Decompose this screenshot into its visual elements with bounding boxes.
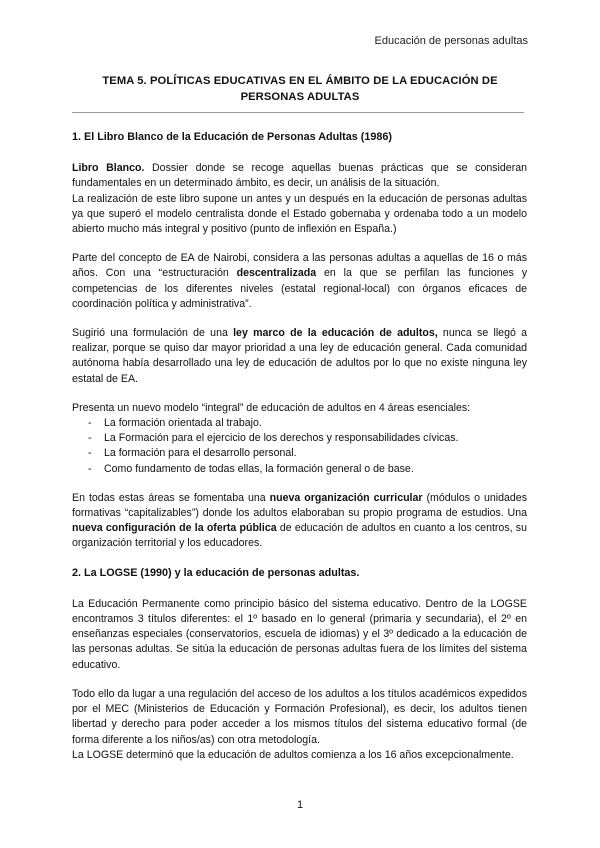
document-body [72, 130, 527, 763]
list-item: - La formación para el desarrollo personal. [88, 446, 527, 461]
section-1-paragraph-1: Libro Blanco. Dossier donde se recoge aquellas buenas prácticas que se consideran fundamentales en un determinado ámbito, es decir, un análisis de la situación. [72, 162, 528, 190]
areas-list [72, 416, 527, 477]
section-2-paragraph-3: La LOGSE determinó que la educación de adultos comienza a los 16 años excepcionalmente. [72, 748, 514, 761]
section-1-heading: 1. El Libro Blanco de la Educación de Personas Adultas (1986) [72, 131, 393, 143]
section-1-paragraph-6: En todas estas áreas se fomentaba una nueva organización curricular (módulos o unidades formativas “capitalizables”) donde los adultos elaboraban su propio programa de estudios. Una nueva configuración de la oferta pública de educación de adultos en cuanto a los centros, su organización territorial y los educadores. [72, 491, 527, 550]
title-divider [72, 112, 524, 113]
emphasis-organizacion-curricular: nueva organización curricular [269, 491, 423, 504]
list-item: - La Formación para el ejercicio de los derechos y responsabilidades cívicas. [88, 431, 527, 446]
list-item: - La formación orientada al trabajo. [88, 416, 527, 431]
section-1-paragraph-4: Sugirió una formulación de una ley marco de la educación de adultos, nunca se llegó a realizar, porque se quiso dar mayor prioridad a una ley de educación general. Cada comunidad autónoma había desarrollado una ley de educación de adultos por lo que no existe ninguna ley estatal de EA. [72, 327, 527, 385]
document-title: TEMA 5. POLÍTICAS EDUCATIVAS EN EL ÁMBITO DE LA EDUCACIÓN DE PERSONAS ADULTAS [102, 75, 498, 103]
section-2-heading: 2. La LOGSE (1990) y la educación de personas adultas. [72, 566, 360, 579]
page-number: 1 [296, 799, 304, 811]
emphasis-oferta-publica: nueva configuración de la oferta pública [72, 522, 277, 535]
section-1-paragraph-2: La realización de este libro supone un antes y un después en la educación de personas adultas ya que superó el modelo centralista donde el Estado gobernaba y ordenaba todo a un modelo abierto mucho más integral y positivo (punto de inflexión en España.) [72, 192, 527, 236]
section-2-paragraph-1: La Educación Permanente como principio básico del sistema educativo. Dentro de la LOGSE encontramos 3 títulos diferentes: el 1º basado en lo general (primaria y secundaria), el 2º en enseñanzas especiales (conservatorios, escuela de idiomas) y el 3º dedicado a la educación de las personas adultas. Se sitúa la educación de personas adultas fuera de los límites del sistema educativo. [72, 597, 527, 671]
emphasis-descentralizada: descentralizada [236, 267, 317, 280]
list-item: - Como fundamento de todas ellas, la formación general o de base. [88, 462, 527, 477]
running-header: Educación de personas adultas [374, 35, 528, 47]
section-1-paragraph-3: Parte del concepto de EA de Nairobi, considera a las personas adultas a aquellas de 16 o más años. Con una “estructuración descentralizada en la que se perfilan las funciones y competencias de los diferentes niveles (estatal regional-local) con órganos eficaces de coordinación política y administrativa”. [72, 252, 527, 310]
section-1-list-intro: Presenta un nuevo modelo “integral” de educación de adultos en 4 áreas esenciales: [72, 401, 471, 414]
emphasis-ley-marco: ley marco de la educación de adultos, [233, 327, 438, 340]
section-2-paragraph-2: Todo ello da lugar a una regulación del acceso de los adultos a los títulos académicos expedidos por el MEC (Ministerios de Educación y Formación Profesional), es decir, los adultos tienen libertad y derecho para poder acceder a los mismos títulos del sistema educativo formal (de forma diferente a los niños/as) con otra metodología. [72, 687, 527, 746]
term-libro-blanco: Libro Blanco. [72, 162, 145, 175]
